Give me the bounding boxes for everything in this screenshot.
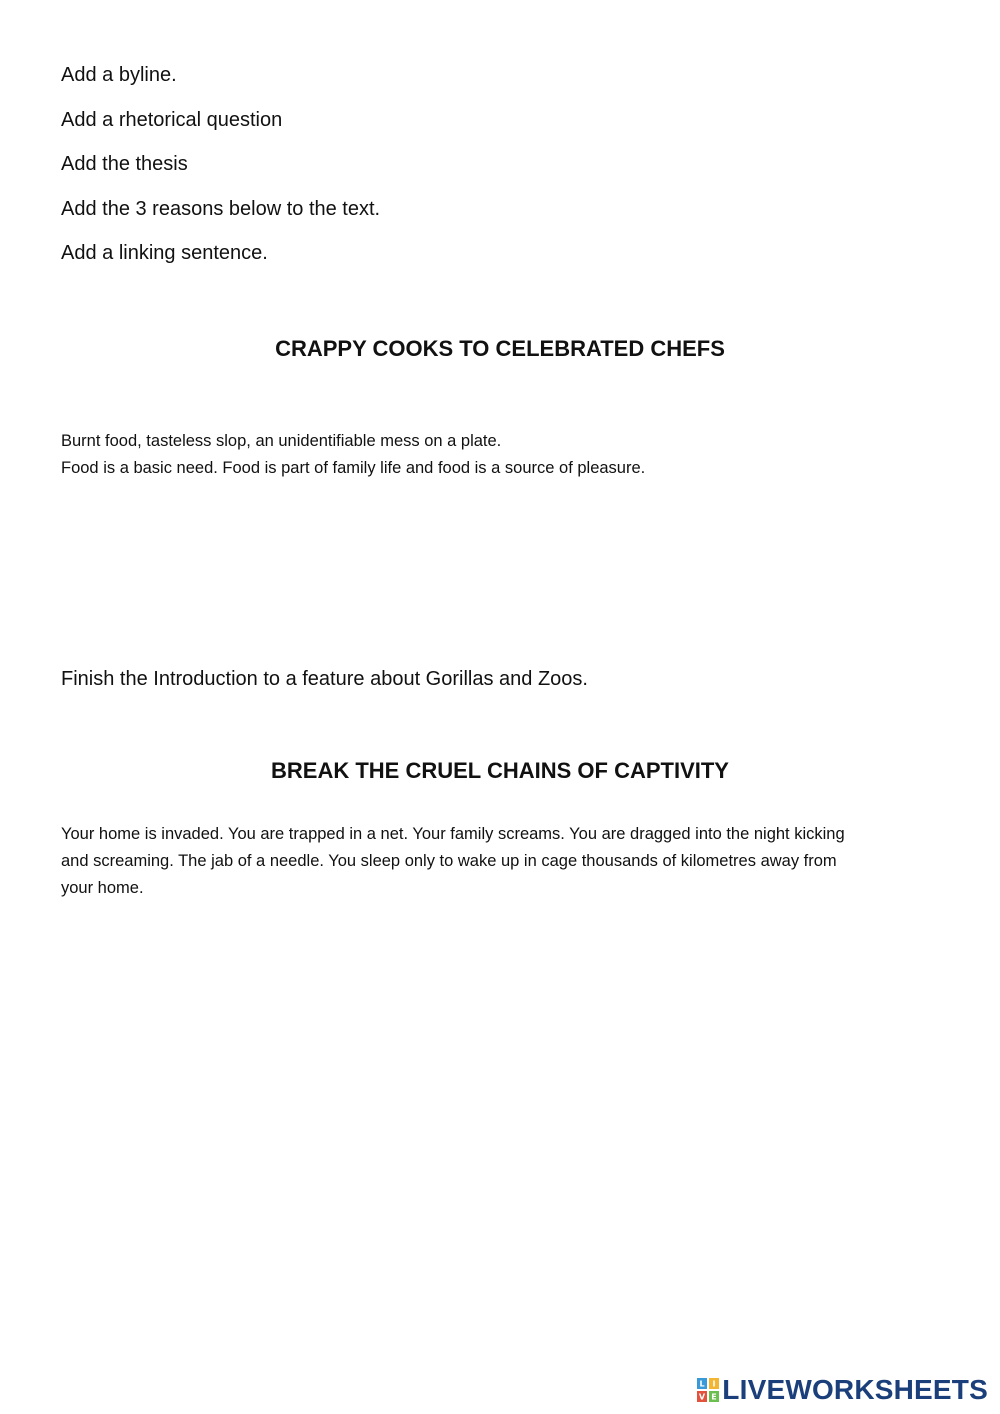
liveworksheets-logo [697,1373,988,1407]
section2-heading: BREAK THE CRUEL CHAINS OF CAPTIVITY [271,758,729,783]
svg-text:L: L [699,1379,705,1389]
instruction-thesis: Add the thesis [61,153,188,175]
liveworksheets-logo-icon [697,1378,719,1402]
svg-text:V: V [699,1392,706,1402]
instruction-linking-sentence: Add a linking sentence. [61,242,268,264]
liveworksheets-logo-text: LIVEWORKSHEETS [722,1374,988,1405]
section2-body [61,821,946,902]
instruction-rhetorical-question: Add a rhetorical question [61,109,283,131]
section2-body-line: Your home is invaded. You are trapped in a net. Your family screams. You are dragged into the night kicking [61,825,845,843]
section1-body-line: Burnt food, tasteless slop, an unidentifiable mess on a plate. [61,432,502,450]
section1-heading: CRAPPY COOKS TO CELEBRATED CHEFS [275,336,725,361]
section1-body [61,428,946,482]
svg-text:E: E [711,1392,718,1402]
instruction-three-reasons: Add the 3 reasons below to the text. [61,198,381,220]
section2-body-line: your home. [61,879,144,897]
section2-body-line: and screaming. The jab of a needle. You sleep only to wake up in cage thousands of kilometres away from [61,852,837,870]
section1-body-line: Food is a basic need. Food is part of family life and food is a source of pleasure. [61,459,646,477]
instruction-byline: Add a byline. [61,64,177,86]
svg-text:I: I [712,1379,716,1389]
section2-instruction: Finish the Introduction to a feature about Gorillas and Zoos. [61,668,588,690]
